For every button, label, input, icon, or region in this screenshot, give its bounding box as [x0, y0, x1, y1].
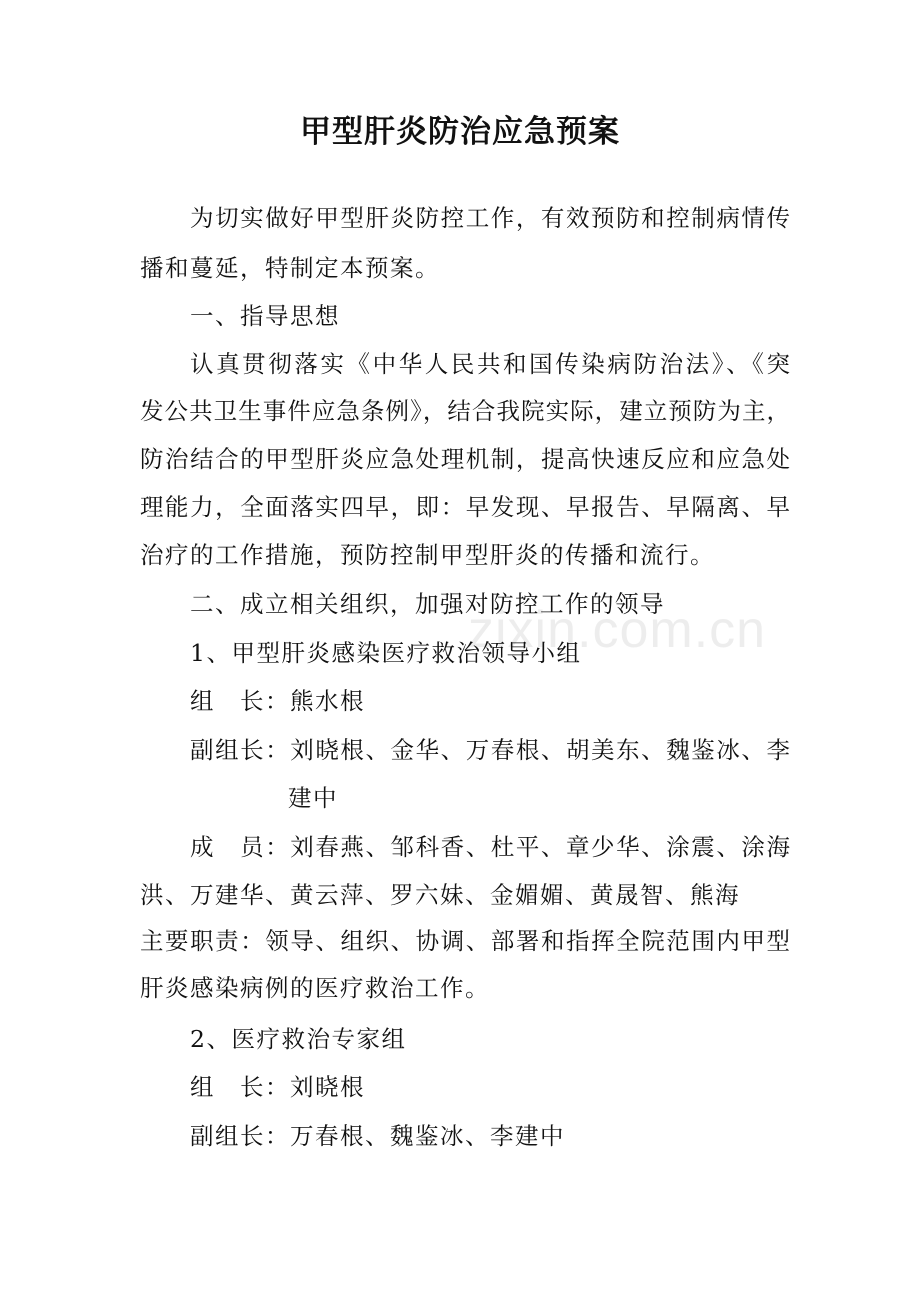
members-line-1: 成 员：刘春燕、邹科香、杜平、章少华、涂震、涂海 — [190, 833, 790, 861]
duties-line-2: 肝炎感染病例的医疗救治工作。 — [140, 974, 490, 1002]
document-title: 甲型肝炎防治应急预案 — [300, 114, 620, 150]
duties-line-1: 主要职责：领导、组织、协调、部署和指挥全院范围内甲型 — [140, 927, 790, 955]
intro-paragraph-line-2: 播和蔓延，特制定本预案。 — [140, 254, 440, 282]
expert-deputy-leaders-line: 副组长：万春根、魏鉴冰、李建中 — [190, 1122, 565, 1150]
members-line-2: 洪、万建华、黄云萍、罗六妹、金媚媚、黄晟智、熊海 — [140, 881, 740, 909]
section-heading-organization: 二、成立相关组织，加强对防控工作的领导 — [190, 590, 665, 618]
intro-paragraph-line-1: 为切实做好甲型肝炎防控工作，有效预防和控制病情传 — [190, 204, 790, 232]
subsection-heading-expert-group: 2、医疗救治专家组 — [190, 1025, 407, 1053]
guiding-paragraph-line-3: 防治结合的甲型肝炎应急处理机制，提高快速反应和应急处 — [140, 445, 790, 473]
deputy-leaders-line-2: 建中 — [288, 784, 338, 812]
watermark: zixin.com.cn — [468, 601, 767, 659]
guiding-paragraph-line-2: 发公共卫生事件应急条例》，结合我院实际，建立预防为主， — [140, 397, 790, 425]
guiding-paragraph-line-5: 治疗的工作措施，预防控制甲型肝炎的传播和流行。 — [140, 541, 715, 569]
guiding-paragraph-line-4: 理能力，全面落实四早，即：早发现、早报告、早隔离、早 — [140, 493, 790, 521]
expert-leader-line: 组 长：刘晓根 — [190, 1073, 365, 1101]
guiding-paragraph-line-1: 认真贯彻落实《中华人民共和国传染病防治法》、《突 — [190, 350, 790, 378]
section-heading-guiding-thought: 一、指导思想 — [190, 302, 340, 330]
leader-line: 组 长：熊水根 — [190, 687, 365, 715]
deputy-leaders-line-1: 副组长：刘晓根、金华、万春根、胡美东、魏鉴冰、李 — [190, 736, 790, 764]
subsection-heading-leading-group: 1、甲型肝炎感染医疗救治领导小组 — [190, 639, 582, 667]
